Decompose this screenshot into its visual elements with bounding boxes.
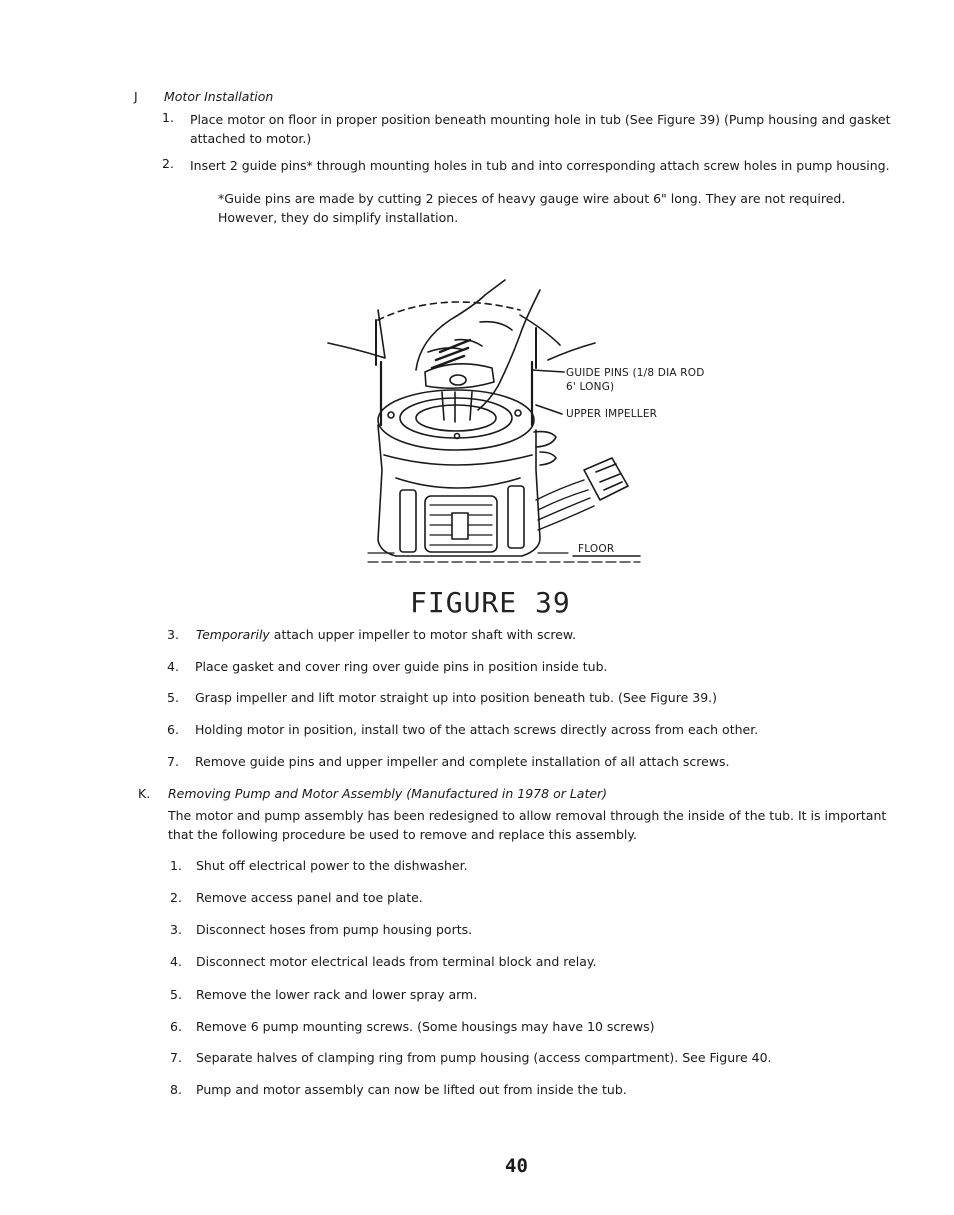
step-number: 7. xyxy=(167,754,179,769)
callout-guide-pins-length: 6' LONG) xyxy=(566,381,615,393)
step-number: 8. xyxy=(170,1082,182,1097)
step-number: 5. xyxy=(167,690,179,705)
step-number: 7. xyxy=(170,1050,182,1065)
step-text: Grasp impeller and lift motor straight up into position beneath tub. (See Figure 39.) xyxy=(195,690,718,705)
callout-upper-impeller: UPPER IMPELLER xyxy=(566,408,658,420)
section-j-letter: J xyxy=(134,89,138,104)
step-text: Remove 6 pump mounting screws. (Some housings may have 10 screws) xyxy=(196,1019,655,1034)
step-number: 5. xyxy=(170,987,182,1002)
step-emphasis: Temporarily xyxy=(196,627,270,642)
section-k-intro: The motor and pump assembly has been redesigned to allow removal through the inside of the tub. It is important that the following procedure be used to remove and replace this assembly. xyxy=(168,808,887,842)
step-text xyxy=(196,627,576,642)
section-k-title: Removing Pump and Motor Assembly (Manufactured in 1978 or Later) xyxy=(168,786,608,801)
page-number: 40 xyxy=(505,1155,528,1177)
step-number: 1. xyxy=(162,110,174,125)
callout-guide-pins: GUIDE PINS (1/8 DIA ROD xyxy=(566,367,705,379)
step-text: Separate halves of clamping ring from pump housing (access compartment). See Figure 40. xyxy=(196,1050,772,1065)
step-number: 6. xyxy=(170,1019,182,1034)
step-text-rest: attach upper impeller to motor shaft with screw. xyxy=(269,627,576,642)
step-text: Remove access panel and toe plate. xyxy=(196,890,423,905)
step-number: 1. xyxy=(170,858,182,873)
step-text: Disconnect motor electrical leads from terminal block and relay. xyxy=(196,954,597,969)
figure-caption: FIGURE 39 xyxy=(410,586,571,619)
step-number: 4. xyxy=(167,659,179,674)
step-number: 2. xyxy=(162,156,174,171)
step-text: Insert 2 guide pins* through mounting holes in tub and into corresponding attach screw holes in pump housing. xyxy=(190,158,890,173)
step-text: Holding motor in position, install two of the attach screws directly across from each other. xyxy=(195,722,759,737)
step-text: Remove guide pins and upper impeller and complete installation of all attach screws. xyxy=(195,754,730,769)
step-text: Remove the lower rack and lower spray arm. xyxy=(196,987,478,1002)
step-text: Place gasket and cover ring over guide pins in position inside tub. xyxy=(195,659,608,674)
step-text: Disconnect hoses from pump housing ports. xyxy=(196,922,473,937)
step-text: Shut off electrical power to the dishwasher. xyxy=(196,858,468,873)
section-j-title: Motor Installation xyxy=(164,89,274,104)
step-number: 6. xyxy=(167,722,179,737)
guide-pins-note: *Guide pins are made by cutting 2 pieces of heavy gauge wire about 6" long. They are not required. However, they do simplify installation. xyxy=(218,191,846,225)
callout-floor: FLOOR xyxy=(578,543,615,555)
step-number: 3. xyxy=(170,922,182,937)
step-text: Pump and motor assembly can now be lifted out from inside the tub. xyxy=(196,1082,627,1097)
section-k-letter: K. xyxy=(138,786,151,801)
step-number: 4. xyxy=(170,954,182,969)
step-number: 2. xyxy=(170,890,182,905)
step-text: Place motor on floor in proper position beneath mounting hole in tub (See Figure 39) (Pump housing and gasket attached to motor.) xyxy=(190,112,891,146)
step-number: 3. xyxy=(167,627,179,642)
